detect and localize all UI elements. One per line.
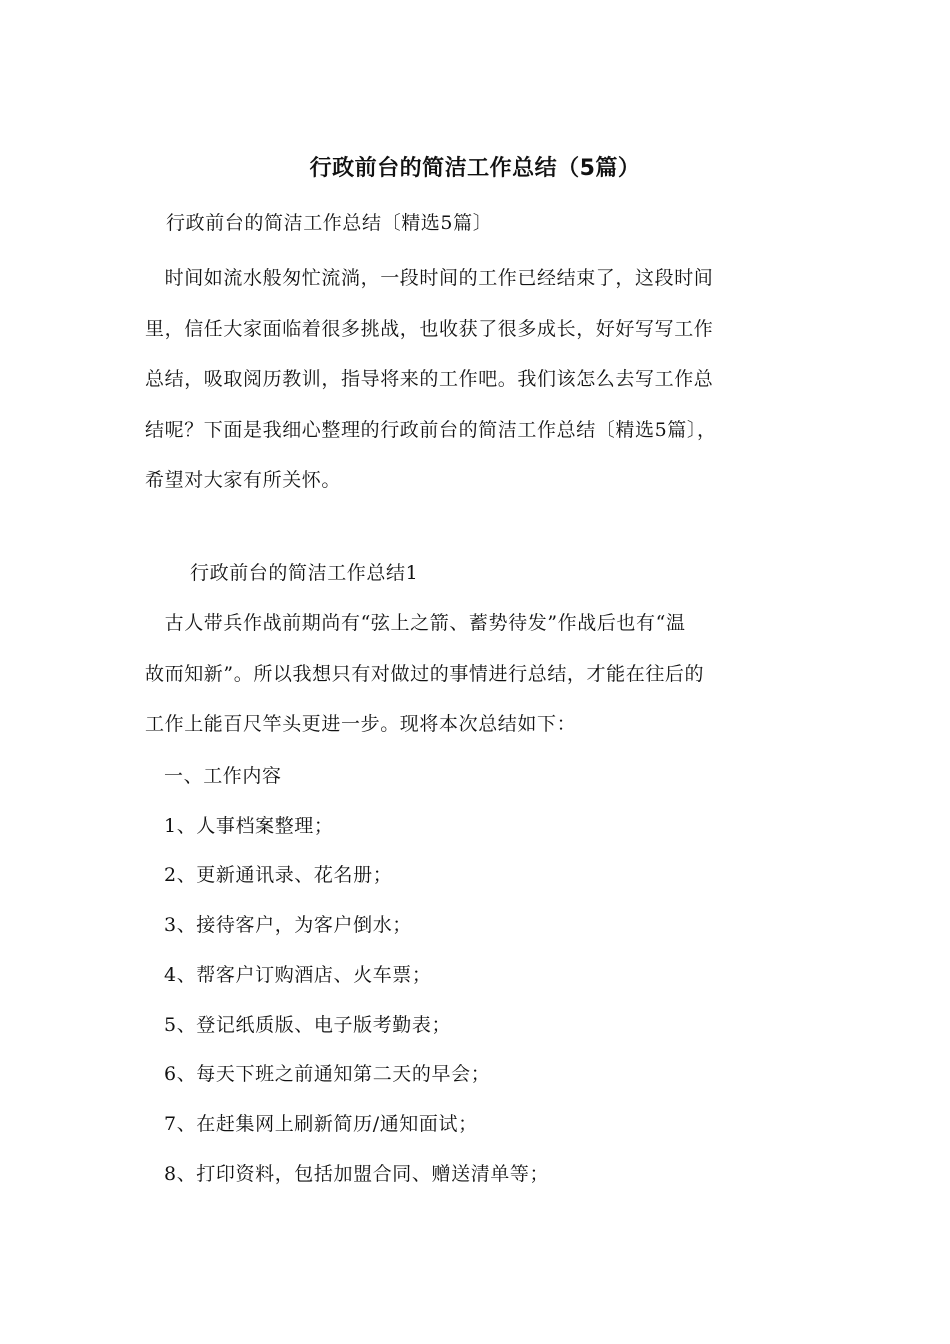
work-content-list: [164, 752, 549, 1199]
section-line: 古人带兵作战前期尚有“弦上之箭、蓄势待发”作战后也有“温: [145, 612, 686, 634]
intro-line: 总结，吸取阅历教训，指导将来的工作吧。我们该怎么去写工作总: [145, 368, 714, 390]
section-paragraph: [145, 598, 825, 750]
section-line: 工作上能百尺竿头更进一步。现将本次总结如下：: [145, 713, 577, 735]
intro-line: 结呢？下面是我细心整理的行政前台的简洁工作总结〔精选5篇〕，: [145, 418, 717, 441]
document-subtitle: 行政前台的简洁工作总结〔精选5篇〕: [166, 212, 493, 234]
list-item: 8、打印资料，包括加盟合同、赠送清单等；: [164, 1162, 550, 1185]
section-line: 故而知新”。所以我想只有对做过的事情进行总结，才能在往后的: [145, 662, 705, 685]
intro-line: 时间如流水般匆忙流淌，一段时间的工作已经结束了，这段时间: [145, 267, 714, 289]
list-item: 3、接待客户，为客户倒水；: [164, 914, 412, 937]
list-item: 7、在赶集网上刷新简历/通知面试；: [164, 1112, 478, 1135]
section-heading: 行政前台的简洁工作总结1: [190, 562, 419, 584]
intro-line: 里，信任大家面临着很多挑战，也收获了很多成长，好好写写工作: [145, 317, 714, 340]
document-title: 行政前台的简洁工作总结（5篇）: [309, 156, 641, 181]
list-item: 4、帮客户订购酒店、火车票；: [164, 963, 432, 986]
intro-paragraph: [145, 253, 825, 506]
intro-line: 希望对大家有所关怀。: [145, 469, 342, 491]
list-heading: 一、工作内容: [164, 765, 282, 787]
list-item: 5、登记纸质版、电子版考勤表；: [164, 1013, 452, 1036]
list-item: 6、每天下班之前通知第二天的早会；: [164, 1063, 491, 1086]
list-item: 2、更新通讯录、花名册；: [164, 864, 393, 887]
list-item: 1、人事档案整理；: [164, 814, 334, 837]
